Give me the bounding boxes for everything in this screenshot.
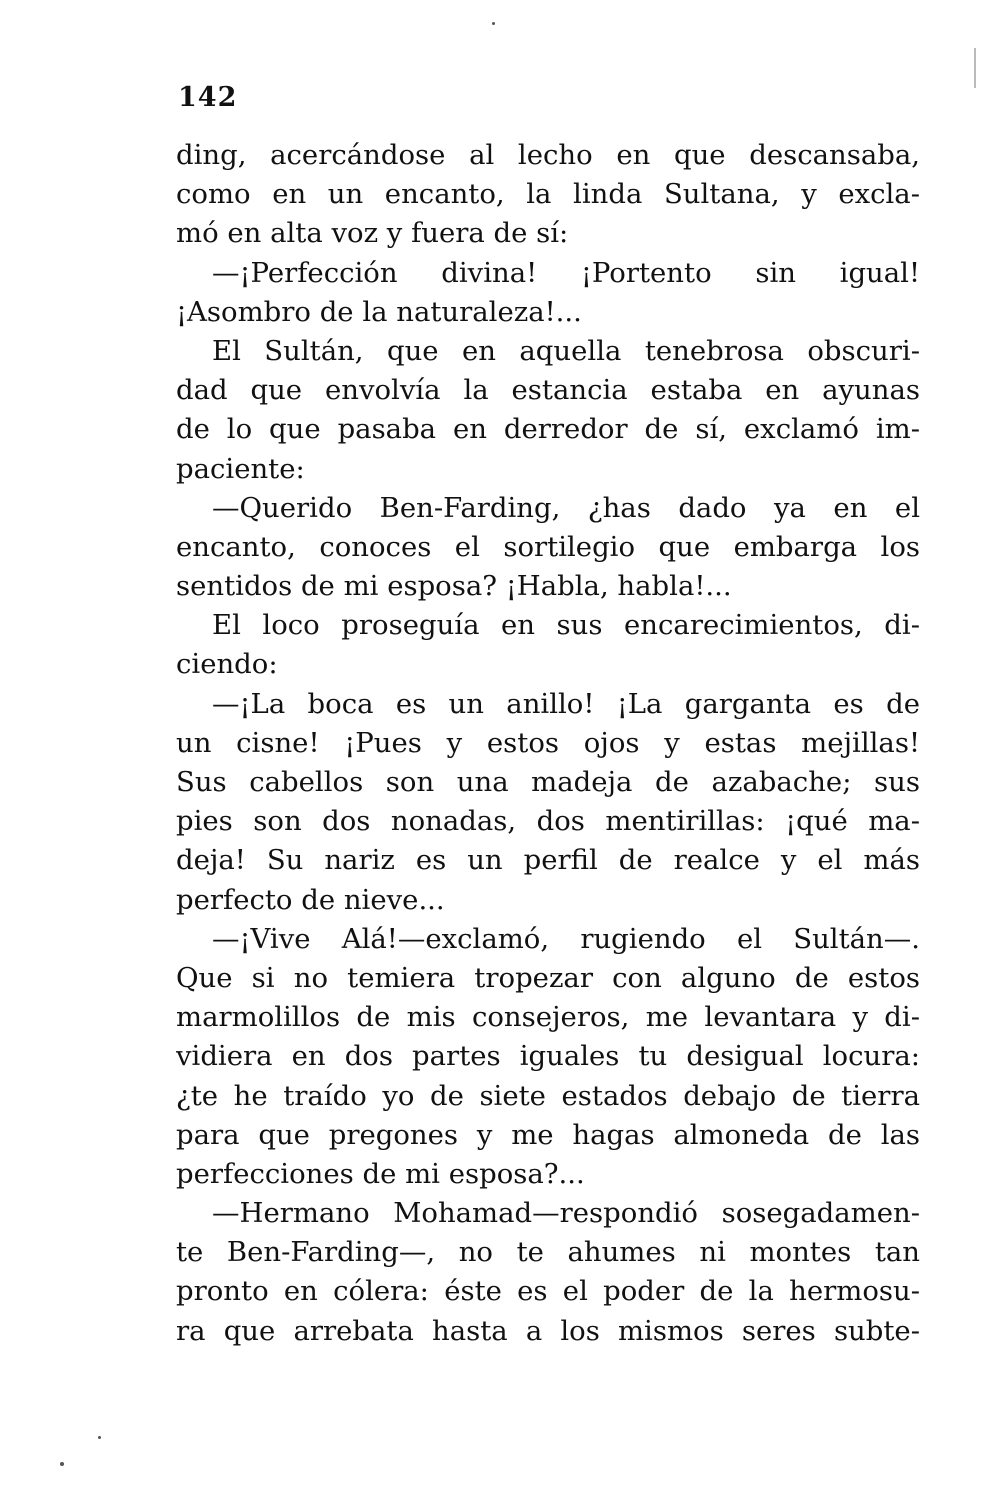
text-line: de lo que pasaba en derredor de sí, exclamó im- — [176, 413, 920, 446]
text-line: marmolillos de mis consejeros, me levantara y di- — [176, 1001, 920, 1034]
scan-speck — [60, 1462, 64, 1466]
text-line: ciendo: — [176, 648, 278, 681]
text-line: Sus cabellos son una madeja de azabache; sus — [176, 766, 920, 798]
text-line: perfecto de nieve... — [176, 883, 445, 916]
text-line: perfecciones de mi esposa?... — [176, 1157, 585, 1190]
text-line: como en un encanto, la linda Sultana, y excla- — [176, 178, 920, 211]
text-line: —¡Perfección divina! ¡Portento sin igual! — [212, 256, 920, 289]
text-line: Que si no temiera tropezar con alguno de estos — [176, 961, 920, 994]
text-line: —¡La boca es un anillo! ¡La garganta es de — [212, 687, 920, 720]
text-line: mó en alta voz y fuera de sí: — [176, 217, 569, 250]
scan-speck — [98, 1436, 101, 1439]
text-line: para que pregones y me hagas almoneda de las — [176, 1118, 920, 1151]
text-line: ¡Asombro de la naturaleza!... — [176, 295, 582, 328]
text-line: —Hermano Mohamad—respondió sosegadamen- — [212, 1197, 920, 1230]
body-text — [176, 136, 920, 1351]
text-line: te Ben-Farding—, no te ahumes ni montes tan — [176, 1236, 920, 1269]
text-line: sentidos de mi esposa? ¡Habla, habla!... — [176, 570, 732, 603]
page-number: 142 — [178, 82, 238, 113]
text-line: paciente: — [176, 452, 305, 485]
text-line: ding, acercándose al lecho en que descansaba, — [176, 139, 920, 171]
text-line: deja! Su nariz es un perfil de realce y el más — [176, 844, 920, 877]
text-line: dad que envolvía la estancia estaba en ayunas — [176, 374, 920, 407]
scan-speck — [492, 22, 495, 25]
text-line: pronto en cólera: éste es el poder de la hermosu- — [176, 1275, 920, 1308]
text-line: pies son dos nonadas, dos mentirillas: ¡qué ma- — [176, 805, 920, 838]
text-line: —Querido Ben-Farding, ¿has dado ya en el — [212, 491, 920, 524]
text-line: encanto, conoces el sortilegio que embarga los — [176, 530, 920, 563]
text-line: un cisne! ¡Pues y estos ojos y estas mejillas! — [176, 726, 920, 759]
text-line: —¡Vive Alá!—exclamó, rugiendo el Sultán—. — [212, 922, 920, 955]
text-line: vidiera en dos partes iguales tu desigual locura: — [176, 1040, 920, 1073]
text-line: El Sultán, que en aquella tenebrosa obscuri- — [212, 334, 920, 367]
text-line: ra que arrebata hasta a los mismos seres subte- — [176, 1314, 920, 1347]
text-line: El loco proseguía en sus encarecimientos, di- — [212, 609, 920, 642]
scan-edge-mark — [974, 48, 976, 88]
text-line: ¿te he traído yo de siete estados debajo de tierra — [176, 1079, 920, 1112]
